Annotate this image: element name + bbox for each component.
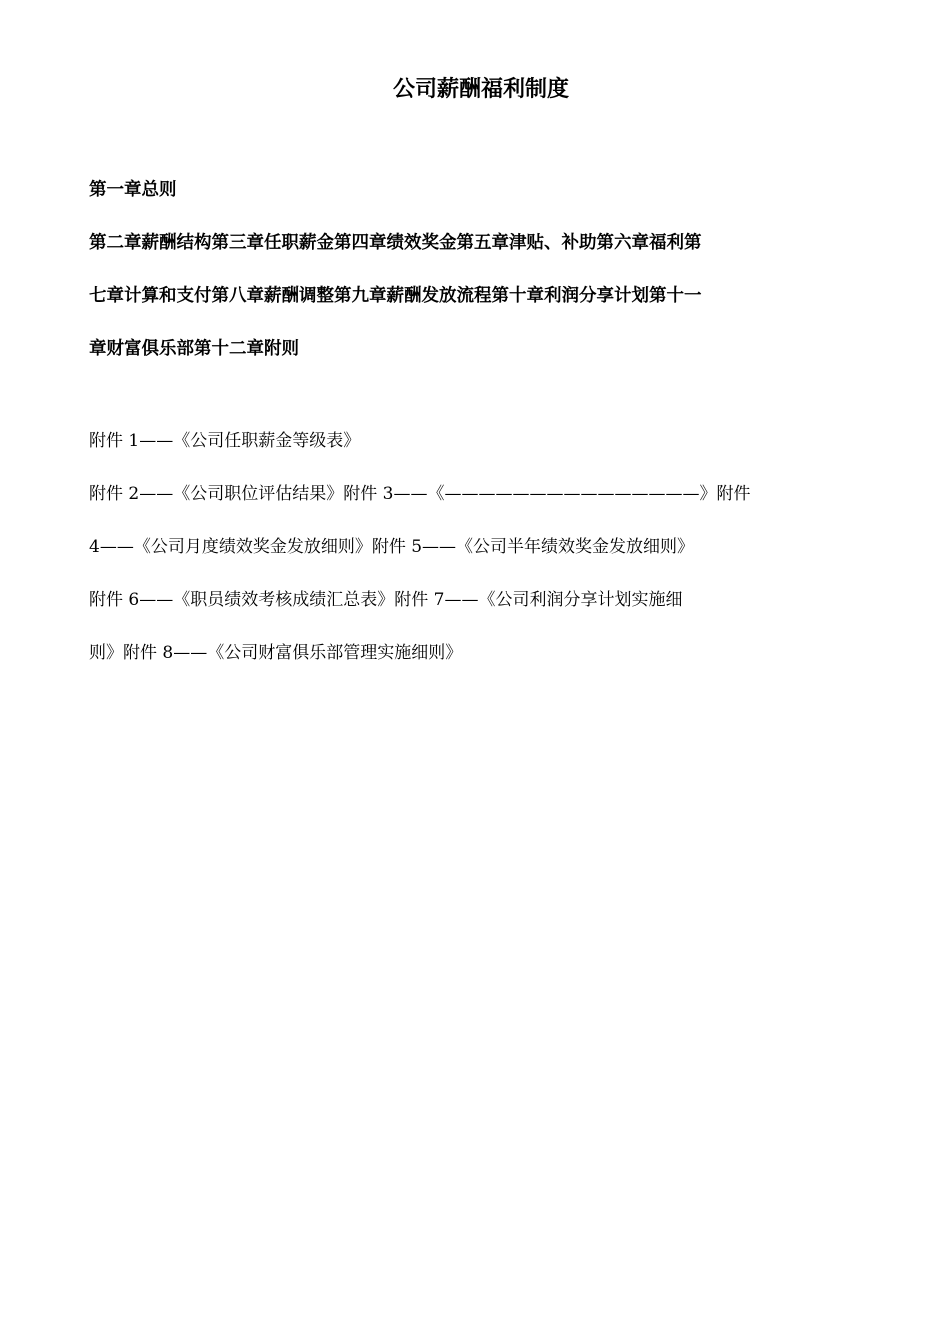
attachment-line: 4——《公司月度绩效奖金发放细则》附件 5——《公司半年绩效奖金发放细则》 (89, 537, 695, 557)
document-title: 公司薪酬福利制度 (392, 77, 569, 102)
attachment-line: 附件 6——《职员绩效考核成绩汇总表》附件 7——《公司利润分享计划实施细 (89, 590, 683, 610)
attachment-line: 附件 1——《公司任职薪金等级表》 (89, 431, 361, 451)
attachment-line: 则》附件 8——《公司财富俱乐部管理实施细则》 (89, 643, 463, 663)
toc-line: 章财富俱乐部第十二章附则 (89, 339, 299, 359)
toc-line: 七章计算和支付第八章薪酬调整第九章薪酬发放流程第十章利润分享计划第十一 (89, 286, 702, 306)
attachment-line: 附件 2——《公司职位评估结果》附件 3——《———————————————》附件 (89, 484, 751, 504)
toc-line: 第一章总则 (89, 180, 177, 200)
toc-line: 第二章薪酬结构第三章任职薪金第四章绩效奖金第五章津贴、补助第六章福利第 (89, 233, 702, 253)
